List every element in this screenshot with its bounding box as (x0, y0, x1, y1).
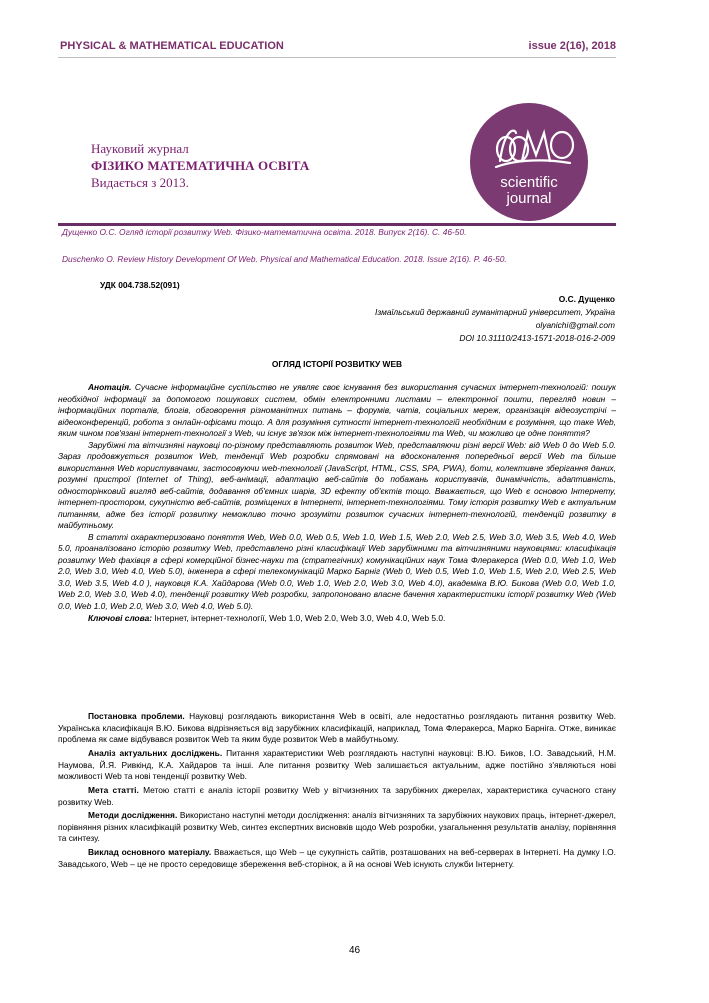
masthead-divider (58, 223, 616, 226)
section-text: Використано наступні методи дослідження: аналіз вітчизняних та зарубіжних наукових праць, інтернет-джерел, порівняння різних класифікацій розвитку Web, синтез експертних висновків щодо Web розробки, узагальнення результатів аналізу, порівняння та синтезу. (58, 810, 616, 844)
body-paragraph (58, 847, 616, 870)
body-paragraph (58, 810, 616, 845)
abstract-paragraph: В статті охарактеризовано поняття Web, Web 0.0, Web 0.5, Web 1.0, Web 1.5, Web 2.0, Web 2.5, Web 3.0, Web 3.5, Web 4.0, Web 5.0, проаналізовано історію розвитку Web, представлено різні класифікації Web зарубіжними та вітчизняними науковцями: класифікація розвитку Web фахівця в сфері комерційної бізнес-науки та (стратегічних) комунікаційних наук Тома Флеракерса (Web 0.0, Web 1.0, Web 2.0, Web 3.0, Web 4.0, Web 5.0), інженера в сфері телекомунікацій Марко Барніг (Web 0, Web 0.5, Web 1.0, Web 1.5, Web 2.0, Web 2.5, Web 3.0, Web 3.5, Web 4.0 ), науковця К.А. Хайдарова (Web 0.0, Web 1.0, Web 2.0, Web 3.0, Web 4.0), академіка В.Ю. Бикова (Web 0.0, Web 1.0, Web 2.0, Web 3.0, Web 4.0), тенденції розвитку Web розробки, запропоновано власне бачення характеристики історії розвитку Web (Web 0.0, Web 1.0, Web 2.0, Web 3.0, Web 4.0, Web 5.0). (58, 531, 616, 611)
journal-title: ФІЗИКО МАТЕМАТИЧНА ОСВІТА (91, 158, 310, 173)
author-name: О.С. Дущенко (558, 294, 615, 304)
citation-english: Duschenko O. Review History Development Of Web. Physical and Mathematical Education. 2018. Issue 2(16). P. 46-50. (62, 254, 507, 264)
header-divider (58, 57, 616, 58)
logo-text-scientific: scientific (500, 174, 558, 191)
section-label: Постановка проблеми. (88, 711, 185, 721)
journal-since: Видається з 2013. (91, 175, 189, 190)
section-text: Питання характеристики Web розглядають наступні науковці: В.Ю. Биков, І.О. Завадський, Н.М. Наумова, Й.Я. Ривкінд, К.А. Хайдаров та інші. Але питання розвитку Web залишається актуальним, адже постійно з'являються нові можливості Web та нові тенденції розвитку Web. (58, 747, 617, 782)
section-text: Метою статті є аналіз історії розвитку Web у вітчизняних та зарубіжних джерелах, характеристика сучасного стану розвитку Web. (58, 784, 616, 807)
section-label: Методи дослідження. (88, 810, 178, 821)
journal-name-header: PHYSICAL & MATHEMATICAL EDUCATION (60, 40, 284, 52)
keywords (58, 613, 616, 625)
issue-header: issue 2(16), 2018 (528, 40, 616, 52)
section-label: Аналіз актуальних досліджень. (88, 747, 223, 758)
citation-ukrainian: Дущенко О.С. Огляд історії розвитку Web. Фізико-математична освіта. 2018. Випуск 2(16). С. 46-50. (62, 227, 467, 237)
abstract (58, 382, 616, 625)
journal-logo (470, 103, 588, 221)
article-doi: DOI 10.31110/2413-1571-2018-016-2-009 (459, 333, 615, 343)
page-number: 46 (348, 945, 361, 956)
section-label: Мета статті. (88, 784, 139, 795)
udk-code: УДК 004.738.52(091) (100, 280, 180, 290)
body-paragraph (58, 711, 616, 746)
author-affiliation: Ізмаїльський державний гуманітарний університет, Україна (375, 307, 615, 317)
author-email: olyanichi@gmail.com (535, 320, 615, 330)
abstract-paragraph: Зарубіжні та вітчизняні науковці по-різному представляють розвиток Web, представляючи різні версії Web: від Web 0 до Web 5.0. Зараз продовжується розвиток Web, тенденції Web розробки спрямовані на вдосконалення попередньої версії Web та більше використання Web користувачами, застосовуючи web-технології (JavaScript, HTML, CSS, SPA, PWA), боти, колективне зберігання даних, розумні пристрої (Internet of Thing), веб-анімації, адаптацію веб-сайтів до побажань користувачів, динамічність, адаптивність, односторінковий вигляд веб-сайтів, додавання об'ємних шарів, 3D ефекту об'єктів тощо. Вважається, що Web є основою Інтернету, інтернет-простором, сукупністю веб-сайтів, розміщених в Інтернеті, інтернет-технологіями. Тому історія розвитку Web є актуальним питанням, адже без історії розвитку неможливо точно зрозуміти розвиток сучасних інтернет-технологій, тенденцій розвитку в майбутньому. (58, 439, 616, 530)
running-header (60, 40, 616, 56)
journal-type: Науковий журнал (91, 141, 189, 156)
abstract-text: Сучасне інформаційне суспільство не уявляє своє існування без використання сучасних інтернет-технологій: пошук необхідної інформації за допомогою пошукових систем, обмін електронними листами – електронної пошти, перегляд новин – інформаційних порталів, блогів, обговорення різноманітних питань – форумів, чатів, соціальних мереж, організація відеозустрічі – відеоконференцій, робота з онлайн-офісами тощо. А для розуміння сутності інтернет-технологій необхідним є розуміння, що таке Web, яким чином пов'язані інтернет-технології з Web, чи існує зв'язок між інтернет-технологіями та Web, чи можливо це одне поняття? (58, 382, 616, 438)
abstract-label: Анотація. (88, 382, 132, 392)
section-text: Науковці розглядають використання Web в освіті, але недостатньо розглядають питання розвитку Web. Українська класифікація В.Ю. Бикова відрізняється від зарубіжних класифікацій, наприклад, Тома Флеракерса, Марко Барніга. Отже, виникає проблема як саме відбувався розвиток Web та яким буде розвиток Web в майбутньому. (58, 711, 617, 745)
journal-masthead (91, 140, 309, 191)
section-label: Виклад основного матеріалу. (88, 846, 212, 857)
keywords-label: Ключові слова: (88, 613, 153, 623)
section-text: Вважається, що Web – це сукупність сайтів, розташованих на веб-серверах в Інтернеті. На думку І.О. Завадського, Web – це не просто середовище збереження веб-сторінок, а й на основі Web існують служби Інтернету. (58, 846, 616, 869)
abstract-paragraph (58, 382, 616, 440)
article-body (58, 711, 616, 872)
keywords-text: Інтернет, інтернет-технології, Web 1.0, Web 2.0, Web 3.0, Web 4.0, Web 5.0. (152, 613, 446, 623)
logo-text-journal: journal (506, 190, 552, 207)
article-title: ОГЛЯД ІСТОРІЇ РОЗВИТКУ WEB (271, 359, 403, 369)
body-paragraph (58, 785, 616, 808)
body-paragraph (58, 748, 616, 783)
